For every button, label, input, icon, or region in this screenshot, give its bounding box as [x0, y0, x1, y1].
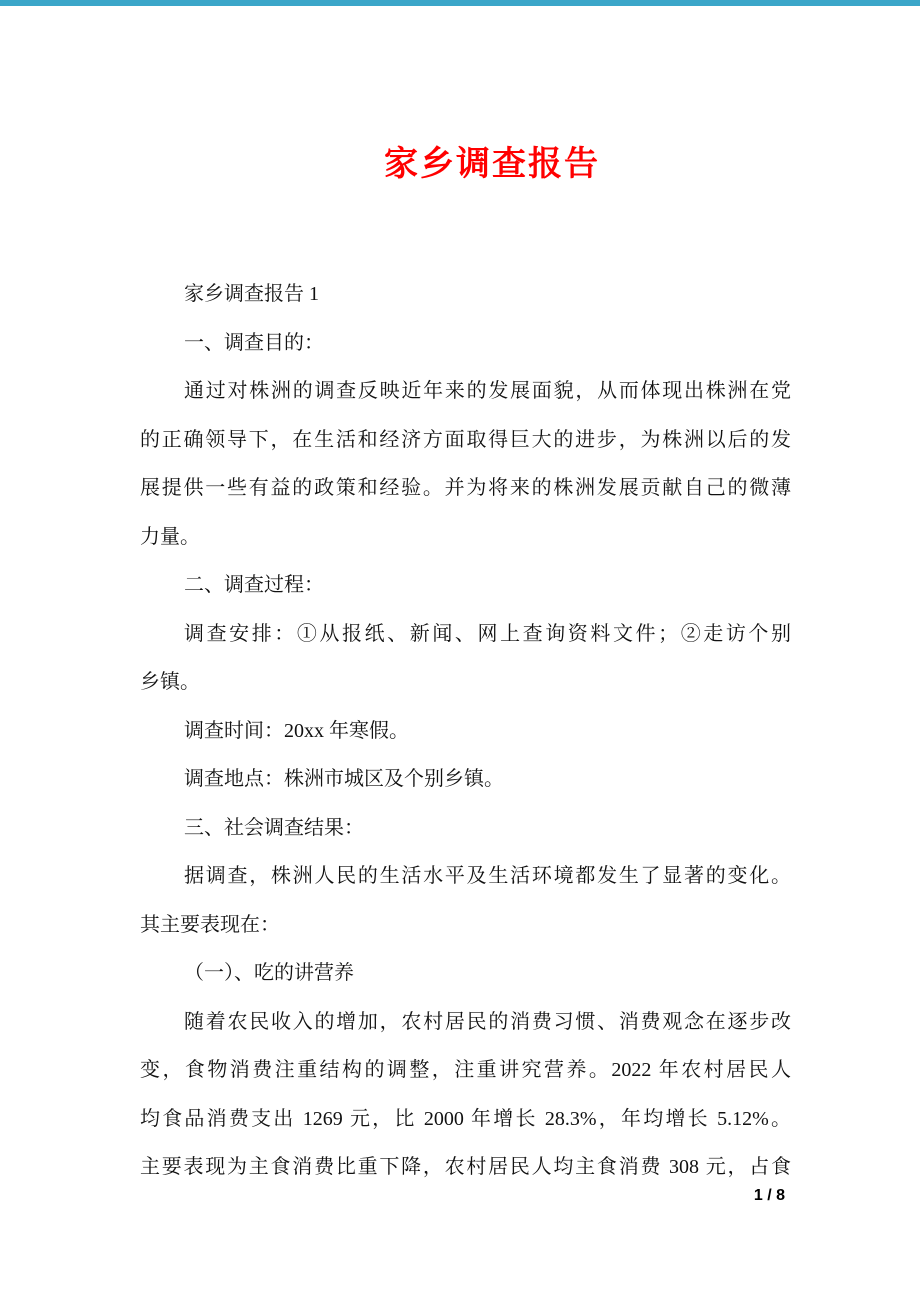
top-accent-line [0, 0, 920, 6]
document-title: 家乡调查报告 [384, 146, 600, 183]
text-line: 的正确领导下，在生活和经济方面取得巨大的进步，为株洲以后的发 [140, 428, 791, 451]
text-line: 变，食物消费注重结构的调整，注重讲究营养。2022 年农村居民人 [140, 1059, 791, 1081]
text-line: 随着农民收入的增加，农村居民的消费习惯、消费观念在逐步改 [184, 1010, 791, 1033]
text-line: 三、社会调查结果： [184, 816, 364, 839]
text-line: 一、调查目的： [184, 331, 324, 354]
text-line: 据调查，株洲人民的生活水平及生活环境都发生了显著的变化。 [184, 865, 791, 887]
document-body [140, 270, 791, 1192]
text-line: 力量。 [140, 525, 200, 548]
text-line: 二、调查过程： [184, 574, 324, 596]
text-line: 调查安排：①从报纸、新闻、网上查询资料文件；②走访个别 [184, 622, 791, 645]
text-line: 主要表现为主食消费比重下降，农村居民人均主食消费 308 元，占食 [140, 1156, 791, 1178]
text-line: 均食品消费支出 1269 元，比 2000 年增长 28.3%，年均增长 5.12%。 [140, 1107, 791, 1130]
text-line: 调查地点：株洲市城区及个别乡镇。 [184, 768, 504, 790]
text-line: 通过对株洲的调查反映近年来的发展面貌，从而体现出株洲在党 [184, 380, 791, 402]
text-line: （一）、吃的讲营养 [184, 962, 354, 984]
text-line: 家乡调查报告 1 [184, 283, 319, 305]
text-line: 其主要表现在： [140, 913, 280, 936]
page-number: 1 / 8 [753, 1187, 785, 1204]
text-line: 展提供一些有益的政策和经验。并为将来的株洲发展贡献自己的微薄 [140, 477, 791, 499]
text-line: 乡镇。 [140, 671, 200, 693]
text-line: 调查时间：20xx 年寒假。 [184, 719, 409, 742]
